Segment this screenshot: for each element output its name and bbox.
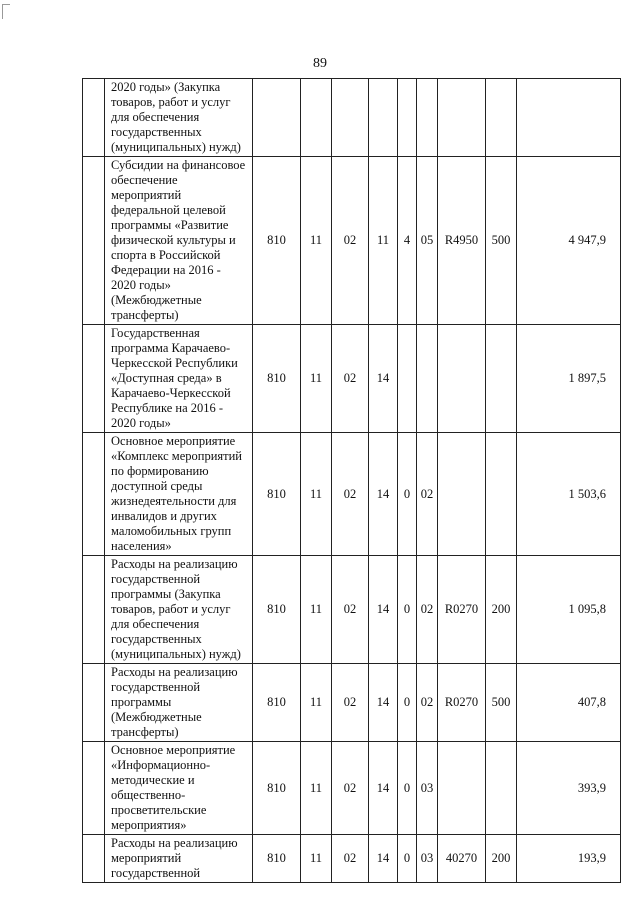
blank-cell: [83, 79, 105, 157]
code-cell: 11: [301, 325, 332, 433]
code-cell: 810: [253, 835, 301, 883]
blank-cell: [83, 742, 105, 835]
code-cell: 0: [398, 742, 417, 835]
table-body: [83, 79, 621, 883]
code-cell: 02: [417, 664, 438, 742]
row-name: Государственная программа Карачаево- Черкесской Республики «Доступная среда» в Карачаево-Черкесской Республике на 2016 - 2020 годы»: [105, 325, 253, 433]
code-cell: 14: [369, 742, 398, 835]
table-row: [83, 433, 621, 556]
row-name: Расходы на реализацию государственной программы (Закупка товаров, работ и услуг для обеспечения государственных (муниципальных) нужд): [105, 556, 253, 664]
code-cell: [486, 325, 517, 433]
code-cell: 500: [486, 664, 517, 742]
code-cell: R0270: [438, 664, 486, 742]
code-cell: 02: [332, 556, 369, 664]
code-cell: 11: [301, 664, 332, 742]
code-cell: 14: [369, 433, 398, 556]
code-cell: 11: [301, 157, 332, 325]
code-cell: 03: [417, 742, 438, 835]
amount-cell: 1 503,6: [517, 433, 621, 556]
code-cell: [438, 325, 486, 433]
code-cell: 14: [369, 556, 398, 664]
code-cell: 11: [301, 835, 332, 883]
row-name: Расходы на реализацию мероприятий государственной: [105, 835, 253, 883]
code-cell: 05: [417, 157, 438, 325]
code-cell: 810: [253, 157, 301, 325]
code-cell: 810: [253, 742, 301, 835]
code-cell: 02: [332, 325, 369, 433]
table-row: [83, 157, 621, 325]
code-cell: R0270: [438, 556, 486, 664]
amount-cell: 407,8: [517, 664, 621, 742]
amount-cell: 393,9: [517, 742, 621, 835]
budget-table: [82, 78, 621, 883]
table-row: [83, 742, 621, 835]
code-cell: 02: [417, 556, 438, 664]
code-cell: [417, 325, 438, 433]
table-row: [83, 79, 621, 157]
code-cell: [438, 433, 486, 556]
code-cell: 0: [398, 556, 417, 664]
code-cell: 02: [332, 433, 369, 556]
code-cell: 02: [332, 157, 369, 325]
code-cell: [398, 325, 417, 433]
code-cell: 4: [398, 157, 417, 325]
blank-cell: [83, 157, 105, 325]
code-cell: 03: [417, 835, 438, 883]
code-cell: [332, 79, 369, 157]
code-cell: 40270: [438, 835, 486, 883]
code-cell: 810: [253, 433, 301, 556]
code-cell: [486, 433, 517, 556]
table-row: [83, 556, 621, 664]
code-cell: [417, 79, 438, 157]
code-cell: 02: [332, 664, 369, 742]
code-cell: [438, 742, 486, 835]
code-cell: [438, 79, 486, 157]
code-cell: 810: [253, 664, 301, 742]
amount-cell: 193,9: [517, 835, 621, 883]
code-cell: 11: [369, 157, 398, 325]
code-cell: 11: [301, 556, 332, 664]
code-cell: 0: [398, 835, 417, 883]
code-cell: 02: [417, 433, 438, 556]
scan-corner-mark: [2, 4, 10, 19]
code-cell: 810: [253, 325, 301, 433]
code-cell: 11: [301, 742, 332, 835]
blank-cell: [83, 433, 105, 556]
code-cell: 14: [369, 835, 398, 883]
code-cell: 02: [332, 835, 369, 883]
code-cell: [253, 79, 301, 157]
table-row: [83, 325, 621, 433]
amount-cell: [517, 79, 621, 157]
table-row: [83, 835, 621, 883]
code-cell: R4950: [438, 157, 486, 325]
code-cell: 14: [369, 664, 398, 742]
amount-cell: 1 897,5: [517, 325, 621, 433]
code-cell: 0: [398, 664, 417, 742]
row-name: Субсидии на финансовое обеспечение мероприятий федеральной целевой программы «Развитие физической культуры и спорта в Российской Федерации на 2016 - 2020 годы» (Межбюджетные трансферты): [105, 157, 253, 325]
code-cell: [398, 79, 417, 157]
code-cell: 02: [332, 742, 369, 835]
blank-cell: [83, 835, 105, 883]
blank-cell: [83, 556, 105, 664]
code-cell: [301, 79, 332, 157]
amount-cell: 1 095,8: [517, 556, 621, 664]
code-cell: [486, 79, 517, 157]
code-cell: 200: [486, 556, 517, 664]
amount-cell: 4 947,9: [517, 157, 621, 325]
code-cell: 810: [253, 556, 301, 664]
code-cell: [486, 742, 517, 835]
code-cell: 200: [486, 835, 517, 883]
row-name: Основное мероприятие «Информационно- методические и общественно- просветительские мероприятия»: [105, 742, 253, 835]
table-row: [83, 664, 621, 742]
row-name: Основное мероприятие «Комплекс мероприятий по формированию доступной среды жизнедеятельности для инвалидов и других маломобильных групп населения»: [105, 433, 253, 556]
code-cell: 500: [486, 157, 517, 325]
page-number: 89: [313, 56, 327, 71]
code-cell: 0: [398, 433, 417, 556]
blank-cell: [83, 325, 105, 433]
code-cell: 14: [369, 325, 398, 433]
row-name: Расходы на реализацию государственной программы (Межбюджетные трансферты): [105, 664, 253, 742]
code-cell: [369, 79, 398, 157]
row-name: 2020 годы» (Закупка товаров, работ и услуг для обеспечения государственных (муниципальных) нужд): [105, 79, 253, 157]
blank-cell: [83, 664, 105, 742]
code-cell: 11: [301, 433, 332, 556]
